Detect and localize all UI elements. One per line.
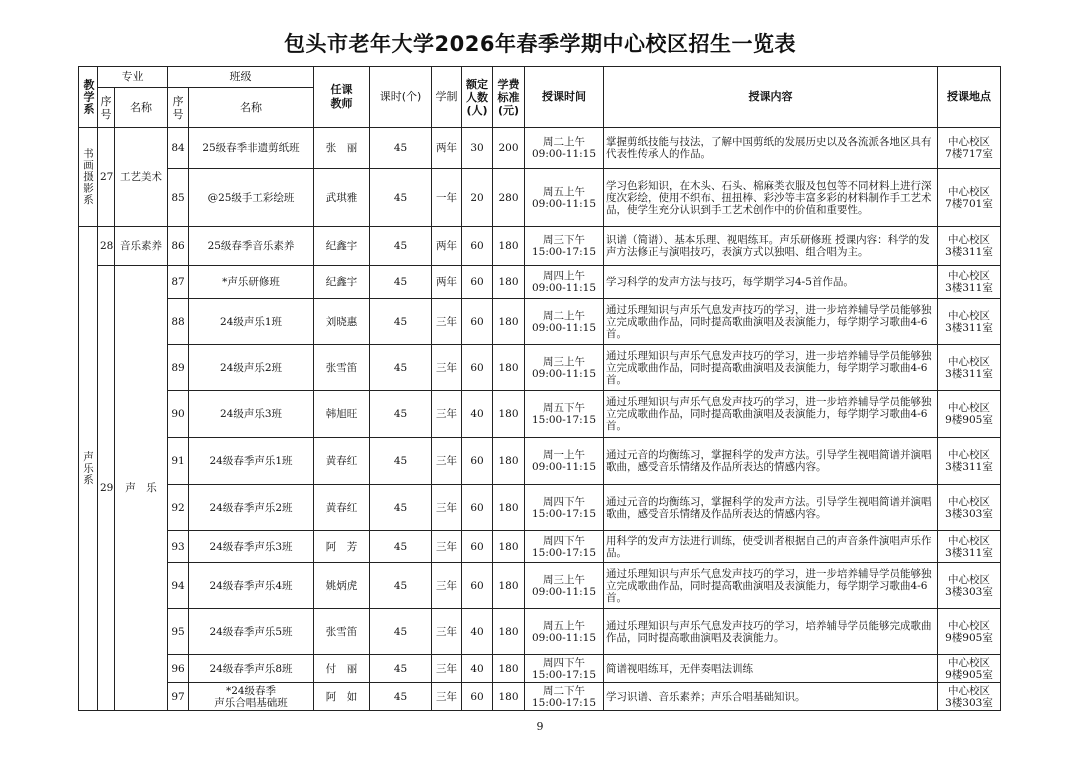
class-seq-cell: 84 (168, 128, 189, 169)
hours-cell: 45 (370, 609, 432, 655)
class-seq-cell: 91 (168, 438, 189, 485)
system-cell: 三年 (432, 531, 462, 563)
system-cell: 三年 (432, 563, 462, 609)
table-row (79, 299, 1001, 345)
table-row (79, 266, 1001, 299)
content-cell: 识谱（简谱）、基本乐理、视唱练耳。声乐研修班 授课内容：科学的发声方法修正与演唱技巧，表演方式以独唱、组合唱为主。 (604, 227, 938, 266)
quota-cell: 40 (462, 391, 493, 438)
time-cell: 周四下午 15:00-17:15 (525, 531, 604, 563)
class-name-cell: 24级春季声乐1班 (189, 438, 314, 485)
quota-cell: 60 (462, 485, 493, 531)
quota-cell: 60 (462, 438, 493, 485)
fee-cell: 180 (493, 563, 525, 609)
time-cell: 周四下午 15:00-17:15 (525, 655, 604, 683)
time-cell: 周三上午 09:00-11:15 (525, 345, 604, 391)
system-cell: 三年 (432, 485, 462, 531)
teacher-cell: 张雪笛 (314, 345, 370, 391)
teacher-cell: 武琪雅 (314, 169, 370, 227)
major-name-cell: 声 乐 (115, 266, 168, 711)
quota-cell: 20 (462, 169, 493, 227)
location-cell: 中心校区 3楼303室 (938, 563, 1001, 609)
table-row (79, 485, 1001, 531)
table-row (79, 128, 1001, 169)
hours-cell: 45 (370, 531, 432, 563)
class-seq-cell: 92 (168, 485, 189, 531)
system-cell: 三年 (432, 609, 462, 655)
teacher-cell: 韩旭旺 (314, 391, 370, 438)
time-cell: 周二上午 09:00-11:15 (525, 128, 604, 169)
system-cell: 三年 (432, 683, 462, 711)
class-seq-cell: 87 (168, 266, 189, 299)
header-teacher: 任课教师 (314, 67, 370, 128)
fee-cell: 180 (493, 391, 525, 438)
hours-cell: 45 (370, 438, 432, 485)
location-cell: 中心校区 9楼905室 (938, 609, 1001, 655)
class-name-cell: 24级声乐1班 (189, 299, 314, 345)
content-cell: 用科学的发声方法进行训练，使受训者根据自己的声音条件演唱声乐作品。 (604, 531, 938, 563)
major-seq-cell: 28 (98, 227, 115, 266)
page-number: 9 (536, 720, 544, 733)
time-cell: 周三上午 09:00-11:15 (525, 563, 604, 609)
fee-cell: 180 (493, 266, 525, 299)
location-cell: 中心校区 3楼311室 (938, 266, 1001, 299)
table-row (79, 655, 1001, 683)
teacher-cell: 阿 如 (314, 683, 370, 711)
hours-cell: 45 (370, 227, 432, 266)
quota-cell: 40 (462, 609, 493, 655)
major-seq-cell: 29 (98, 266, 115, 711)
content-cell: 通过元音的均衡练习，掌握科学的发声方法。引导学生视唱简谱并演唱歌曲，感受音乐情绪及作品所表达的情感内容。 (604, 485, 938, 531)
hours-cell: 45 (370, 169, 432, 227)
system-cell: 三年 (432, 438, 462, 485)
location-cell: 中心校区 3楼311室 (938, 345, 1001, 391)
time-cell: 周五下午 15:00-17:15 (525, 391, 604, 438)
class-seq-cell: 93 (168, 531, 189, 563)
teacher-cell: 姚炳虎 (314, 563, 370, 609)
location-cell: 中心校区 3楼311室 (938, 299, 1001, 345)
dept-cell: 书画摄影系 (79, 128, 98, 227)
major-seq-cell: 27 (98, 128, 115, 227)
class-seq-cell: 96 (168, 655, 189, 683)
fee-cell: 180 (493, 609, 525, 655)
location-cell: 中心校区 3楼311室 (938, 438, 1001, 485)
quota-cell: 60 (462, 563, 493, 609)
table-row (79, 227, 1001, 266)
header-fee: 学费标准(元) (493, 67, 525, 128)
system-cell: 一年 (432, 169, 462, 227)
header-class-name: 名称 (189, 88, 314, 128)
class-seq-cell: 95 (168, 609, 189, 655)
enrollment-table (78, 66, 1001, 711)
teacher-cell: 付 丽 (314, 655, 370, 683)
class-name-cell: *24级春季 声乐合唱基础班 (189, 683, 314, 711)
table-row (79, 563, 1001, 609)
header-class-seq: 序号 (168, 88, 189, 128)
fee-cell: 180 (493, 299, 525, 345)
hours-cell: 45 (370, 299, 432, 345)
quota-cell: 60 (462, 683, 493, 711)
major-name-cell: 音乐素养 (115, 227, 168, 266)
header-location: 授课地点 (938, 67, 1001, 128)
class-name-cell: 24级春季声乐4班 (189, 563, 314, 609)
hours-cell: 45 (370, 345, 432, 391)
class-seq-cell: 97 (168, 683, 189, 711)
content-cell: 学习识谱、音乐素养；声乐合唱基础知识。 (604, 683, 938, 711)
location-cell: 中心校区 3楼311室 (938, 531, 1001, 563)
content-cell: 通过乐理知识与声乐气息发声技巧的学习，进一步培养辅导学员能够独立完成歌曲作品，同时提高歌曲演唱及表演能力，每学期学习歌曲4-6首。 (604, 563, 938, 609)
teacher-cell: 纪鑫宇 (314, 266, 370, 299)
fee-cell: 180 (493, 531, 525, 563)
hours-cell: 45 (370, 391, 432, 438)
content-cell: 通过乐理知识与声乐气息发声技巧的学习，进一步培养辅导学员能够独立完成歌曲作品，同时提高歌曲演唱及表演能力，每学期学习歌曲4-6首。 (604, 299, 938, 345)
time-cell: 周五上午 09:00-11:15 (525, 609, 604, 655)
content-cell: 通过乐理知识与声乐气息发声技巧的学习，进一步培养辅导学员能够独立完成歌曲作品，同时提高歌曲演唱及表演能力，每学期学习歌曲4-6首。 (604, 391, 938, 438)
class-name-cell: *声乐研修班 (189, 266, 314, 299)
hours-cell: 45 (370, 683, 432, 711)
class-seq-cell: 85 (168, 169, 189, 227)
quota-cell: 60 (462, 227, 493, 266)
fee-cell: 180 (493, 683, 525, 711)
quota-cell: 30 (462, 128, 493, 169)
content-cell: 学习科学的发声方法与技巧，每学期学习4-5首作品。 (604, 266, 938, 299)
time-cell: 周四下午 15:00-17:15 (525, 485, 604, 531)
content-cell: 通过乐理知识与声乐气息发声技巧的学习，培养辅导学员能够完成歌曲作品，同时提高歌曲演唱及表演能力。 (604, 609, 938, 655)
header-hours: 课时(个) (370, 67, 432, 128)
content-cell: 掌握剪纸技能与技法，了解中国剪纸的发展历史以及各流派各地区具有代表性传承人的作品。 (604, 128, 938, 169)
time-cell: 周三下午 15:00-17:15 (525, 227, 604, 266)
system-cell: 两年 (432, 227, 462, 266)
dept-cell: 声乐系 (79, 227, 98, 711)
header-class: 班级 (168, 67, 314, 88)
class-seq-cell: 88 (168, 299, 189, 345)
header-quota: 额定人数(人) (462, 67, 493, 128)
table-row (79, 169, 1001, 227)
class-name-cell: 25级春季非遗剪纸班 (189, 128, 314, 169)
location-cell: 中心校区 9楼905室 (938, 391, 1001, 438)
content-cell: 通过乐理知识与声乐气息发声技巧的学习，进一步培养辅导学员能够独立完成歌曲作品，同时提高歌曲演唱及表演能力，每学期学习歌曲4-6首。 (604, 345, 938, 391)
teacher-cell: 张雪笛 (314, 609, 370, 655)
hours-cell: 45 (370, 563, 432, 609)
location-cell: 中心校区 3楼303室 (938, 485, 1001, 531)
table-row (79, 438, 1001, 485)
system-cell: 三年 (432, 345, 462, 391)
class-seq-cell: 94 (168, 563, 189, 609)
fee-cell: 180 (493, 438, 525, 485)
quota-cell: 60 (462, 531, 493, 563)
header-major-seq: 序号 (98, 88, 115, 128)
hours-cell: 45 (370, 128, 432, 169)
fee-cell: 180 (493, 345, 525, 391)
location-cell: 中心校区 3楼311室 (938, 227, 1001, 266)
fee-cell: 180 (493, 485, 525, 531)
content-cell: 通过元音的均衡练习，掌握科学的发声方法。引导学生视唱简谱并演唱歌曲，感受音乐情绪及作品所表达的情感内容。 (604, 438, 938, 485)
header-time: 授课时间 (525, 67, 604, 128)
table-row (79, 345, 1001, 391)
class-name-cell: 24级声乐2班 (189, 345, 314, 391)
location-cell: 中心校区 7楼701室 (938, 169, 1001, 227)
hours-cell: 45 (370, 655, 432, 683)
time-cell: 周一上午 09:00-11:15 (525, 438, 604, 485)
header-major-name: 名称 (115, 88, 168, 128)
content-cell: 学习色彩知识，在木头、石头、棉麻类衣服及包包等不同材料上进行深度次彩绘，使用不织布、扭扭棒、彩沙等丰富多彩的材料制作手工艺术品，使学生充分认识到手工艺术创作中的价值和重要性。 (604, 169, 938, 227)
quota-cell: 60 (462, 299, 493, 345)
class-name-cell: 24级声乐3班 (189, 391, 314, 438)
fee-cell: 180 (493, 227, 525, 266)
content-cell: 简谱视唱练耳，无伴奏唱法训练 (604, 655, 938, 683)
quota-cell: 60 (462, 266, 493, 299)
header-major: 专业 (98, 67, 168, 88)
system-cell: 两年 (432, 266, 462, 299)
class-name-cell: 24级春季声乐2班 (189, 485, 314, 531)
quota-cell: 40 (462, 655, 493, 683)
fee-cell: 200 (493, 128, 525, 169)
class-seq-cell: 86 (168, 227, 189, 266)
table-row (79, 683, 1001, 711)
major-name-cell: 工艺美术 (115, 128, 168, 227)
table-row (79, 531, 1001, 563)
location-cell: 中心校区 3楼303室 (938, 683, 1001, 711)
header-dept: 教学系 (79, 67, 98, 128)
teacher-cell: 纪鑫宇 (314, 227, 370, 266)
class-name-cell: 24级春季声乐3班 (189, 531, 314, 563)
teacher-cell: 刘晓惠 (314, 299, 370, 345)
teacher-cell: 黄春红 (314, 485, 370, 531)
table-row (79, 391, 1001, 438)
location-cell: 中心校区 9楼905室 (938, 655, 1001, 683)
system-cell: 三年 (432, 391, 462, 438)
hours-cell: 45 (370, 266, 432, 299)
class-seq-cell: 89 (168, 345, 189, 391)
time-cell: 周五上午 09:00-11:15 (525, 169, 604, 227)
table-row (79, 609, 1001, 655)
teacher-cell: 阿 芳 (314, 531, 370, 563)
class-name-cell: 24级春季声乐8班 (189, 655, 314, 683)
time-cell: 周四上午 09:00-11:15 (525, 266, 604, 299)
class-name-cell: 24级春季声乐5班 (189, 609, 314, 655)
system-cell: 两年 (432, 128, 462, 169)
page-title: 包头市老年大学2026年春季学期中心校区招生一览表 (284, 32, 796, 56)
fee-cell: 180 (493, 655, 525, 683)
class-seq-cell: 90 (168, 391, 189, 438)
quota-cell: 60 (462, 345, 493, 391)
header-content: 授课内容 (604, 67, 938, 128)
time-cell: 周二上午 09:00-11:15 (525, 299, 604, 345)
teacher-cell: 黄春红 (314, 438, 370, 485)
system-cell: 三年 (432, 655, 462, 683)
hours-cell: 45 (370, 485, 432, 531)
class-name-cell: @25级手工彩绘班 (189, 169, 314, 227)
fee-cell: 280 (493, 169, 525, 227)
location-cell: 中心校区 7楼717室 (938, 128, 1001, 169)
header-system: 学制 (432, 67, 462, 128)
teacher-cell: 张 丽 (314, 128, 370, 169)
system-cell: 三年 (432, 299, 462, 345)
time-cell: 周二下午 15:00-17:15 (525, 683, 604, 711)
class-name-cell: 25级春季音乐素养 (189, 227, 314, 266)
